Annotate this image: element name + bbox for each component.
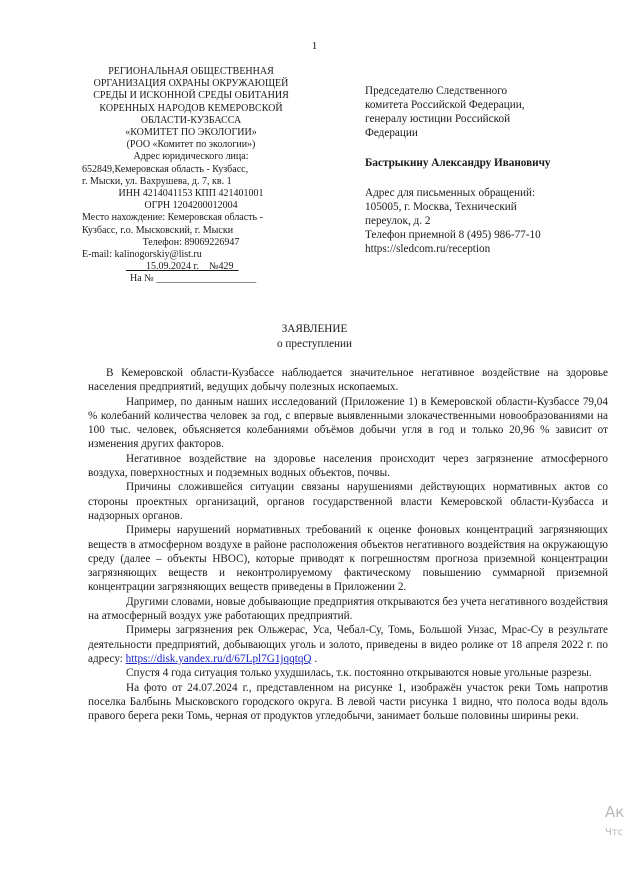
recipient-position-line: комитета Российской Федерации, xyxy=(365,99,525,111)
recipient-position-line: Федерации xyxy=(365,127,418,139)
sender-block xyxy=(82,66,300,286)
legal-address-line: г. Мыски, ул. Вахрушева, д. 7, кв. 1 xyxy=(82,175,232,187)
body-paragraph: Причины сложившейся ситуации связаны нарушениями действующих нормативных актов со стороны проектных организаций, органов государственной власти Кемеровской области-Кузбасса и надзорных органов. xyxy=(88,481,608,522)
document-heading xyxy=(0,322,629,352)
outgoing-number: №429 xyxy=(208,261,234,273)
sender-phone: Телефон: 89069226947 xyxy=(142,236,240,248)
sender-email: E-mail: kalinogorskiy@list.ru xyxy=(82,249,202,261)
rivers-text: Примеры загрязнения рек Ольжерас, Уса, Чебал-Су, Томь, Большой Унзас, Мрас-Су в результате деятельности предприятий, добывающих уголь и золото, приведены в видео ролике от 18 апреля 2022 г. по адресу: xyxy=(88,624,608,665)
org-name-line: РЕГИОНАЛЬНАЯ ОБЩЕСТВЕННАЯ xyxy=(108,66,274,77)
document-subtitle: о преступлении xyxy=(276,338,352,350)
body-paragraph: Негативное воздействие на здоровье населения происходит через загрязнение атмосферного воздуха, поверхностных и подземных водных объектов, почвы. xyxy=(88,452,608,480)
watermark-line: Чтс xyxy=(605,827,624,838)
page-number: 1 xyxy=(311,40,318,52)
location-line: Кузбасс, г.о. Мысковский, г. Мыски xyxy=(82,224,234,236)
document-title: ЗАЯВЛЕНИЕ xyxy=(281,323,348,335)
org-name-line: СРЕДЫ И ИСКОННОЙ СРЕДЫ ОБИТАНИЯ xyxy=(93,90,289,102)
body-paragraph: Другими словами, новые добывающие предприятия открываются без учета негативного воздействия на атмосферный воздух уже работающих предприятий. xyxy=(88,595,608,623)
body-paragraph: В Кемеровской области-Кузбассе наблюдается значительное негативное воздействие на здоровье населения предприятий, ведущих добычу полезных ископаемых. xyxy=(88,367,608,394)
outgoing-date: 15.09.2024 г. xyxy=(146,261,199,273)
rivers-text-end: . xyxy=(311,652,318,665)
body-paragraph: Спустя 4 года ситуация только ухудшилась, т.к. постоянно открываются новые угольные разрезы. xyxy=(126,667,592,680)
recipient-website: https://sledcom.ru/reception xyxy=(365,243,491,255)
org-name-line: ОРГАНИЗАЦИЯ ОХРАНЫ ОКРУЖАЮЩЕЙ xyxy=(93,78,289,90)
org-short-name: (РОО «Комитет по экологии») xyxy=(126,139,256,151)
ogrn: ОГРН 1204200012004 xyxy=(144,200,238,212)
recipient-address-line: Адрес для письменных обращений: xyxy=(365,187,536,199)
activation-watermark xyxy=(605,802,624,840)
recipient-phone: Телефон приемной 8 (495) 986-77-10 xyxy=(365,229,541,241)
reply-reference: На № ____________________ xyxy=(130,273,257,285)
body-paragraph-rivers xyxy=(88,623,608,666)
reply-reference-label: На № xyxy=(130,273,154,285)
location-line: Место нахождение: Кемеровская область - xyxy=(82,212,263,224)
video-link[interactable]: https://disk.yandex.ru/d/67Lpl7G1jqqtqQ xyxy=(125,652,312,665)
document-body xyxy=(88,366,608,723)
watermark-line: Ак xyxy=(605,803,625,821)
body-paragraph: Например, по данным наших исследований (Приложение 1) в Кемеровской области-Кузбассе 79,04 % колебаний количества человек за год, с впервые выявленными злокачественными новообразованиями на 100 тыс. человек, объясняется колебаниями объёмов добычи угля в год и только 20,96 % зависит от изменения других факторов. xyxy=(88,395,608,451)
inn-kpp: ИНН 4214041153 КПП 421401001 xyxy=(118,188,264,200)
outgoing-date-number: ____15.09.2024 г.__№429_ xyxy=(126,261,239,273)
recipient-position-line: Председателю Следственного xyxy=(365,85,508,97)
legal-address-line: 652849,Кемеровская область - Кузбасс, xyxy=(82,163,249,175)
body-paragraph: На фото от 24.07.2024 г., представленном на рисунке 1, изображён участок реки Томь напротив поселка Балбынь Мысковского городского округа. В левой части рисунка 1 видно, что полоса воды вдоль правого берега реки Томь, черная от продуктов угледобычи, занимает больше половины ширины реки. xyxy=(88,681,608,723)
org-name-line: КОРЕННЫХ НАРОДОВ КЕМЕРОВСКОЙ xyxy=(99,102,283,114)
recipient-name: Бастрыкину Александру Ивановичу xyxy=(365,157,551,169)
org-name-line: ОБЛАСТИ-КУЗБАССА xyxy=(140,114,242,126)
recipient-address-line: переулок, д. 2 xyxy=(365,215,431,227)
recipient-address-line: 105005, г. Москва, Технический xyxy=(365,201,517,213)
org-name-line: «КОМИТЕТ ПО ЭКОЛОГИИ» xyxy=(125,127,257,139)
legal-address-label: Адрес юридического лица: xyxy=(133,151,249,163)
body-paragraph: Примеры нарушений нормативных требований к оценке фоновых концентраций загрязняющих веществ в атмосферном воздухе в районе расположения объектов негативного воздействия на окружающую среду (далее – объекты НВОС), которые приводят к погрешностям прогноза приземной концентрации загрязняющих веществ и неконтролируемому фактическому повышению суммарной приземной концентрации загрязняющих веществ приведены в Приложении 2. xyxy=(88,524,608,594)
recipient-position-line: генералу юстиции Российской xyxy=(365,113,511,125)
recipient-block xyxy=(365,84,605,256)
